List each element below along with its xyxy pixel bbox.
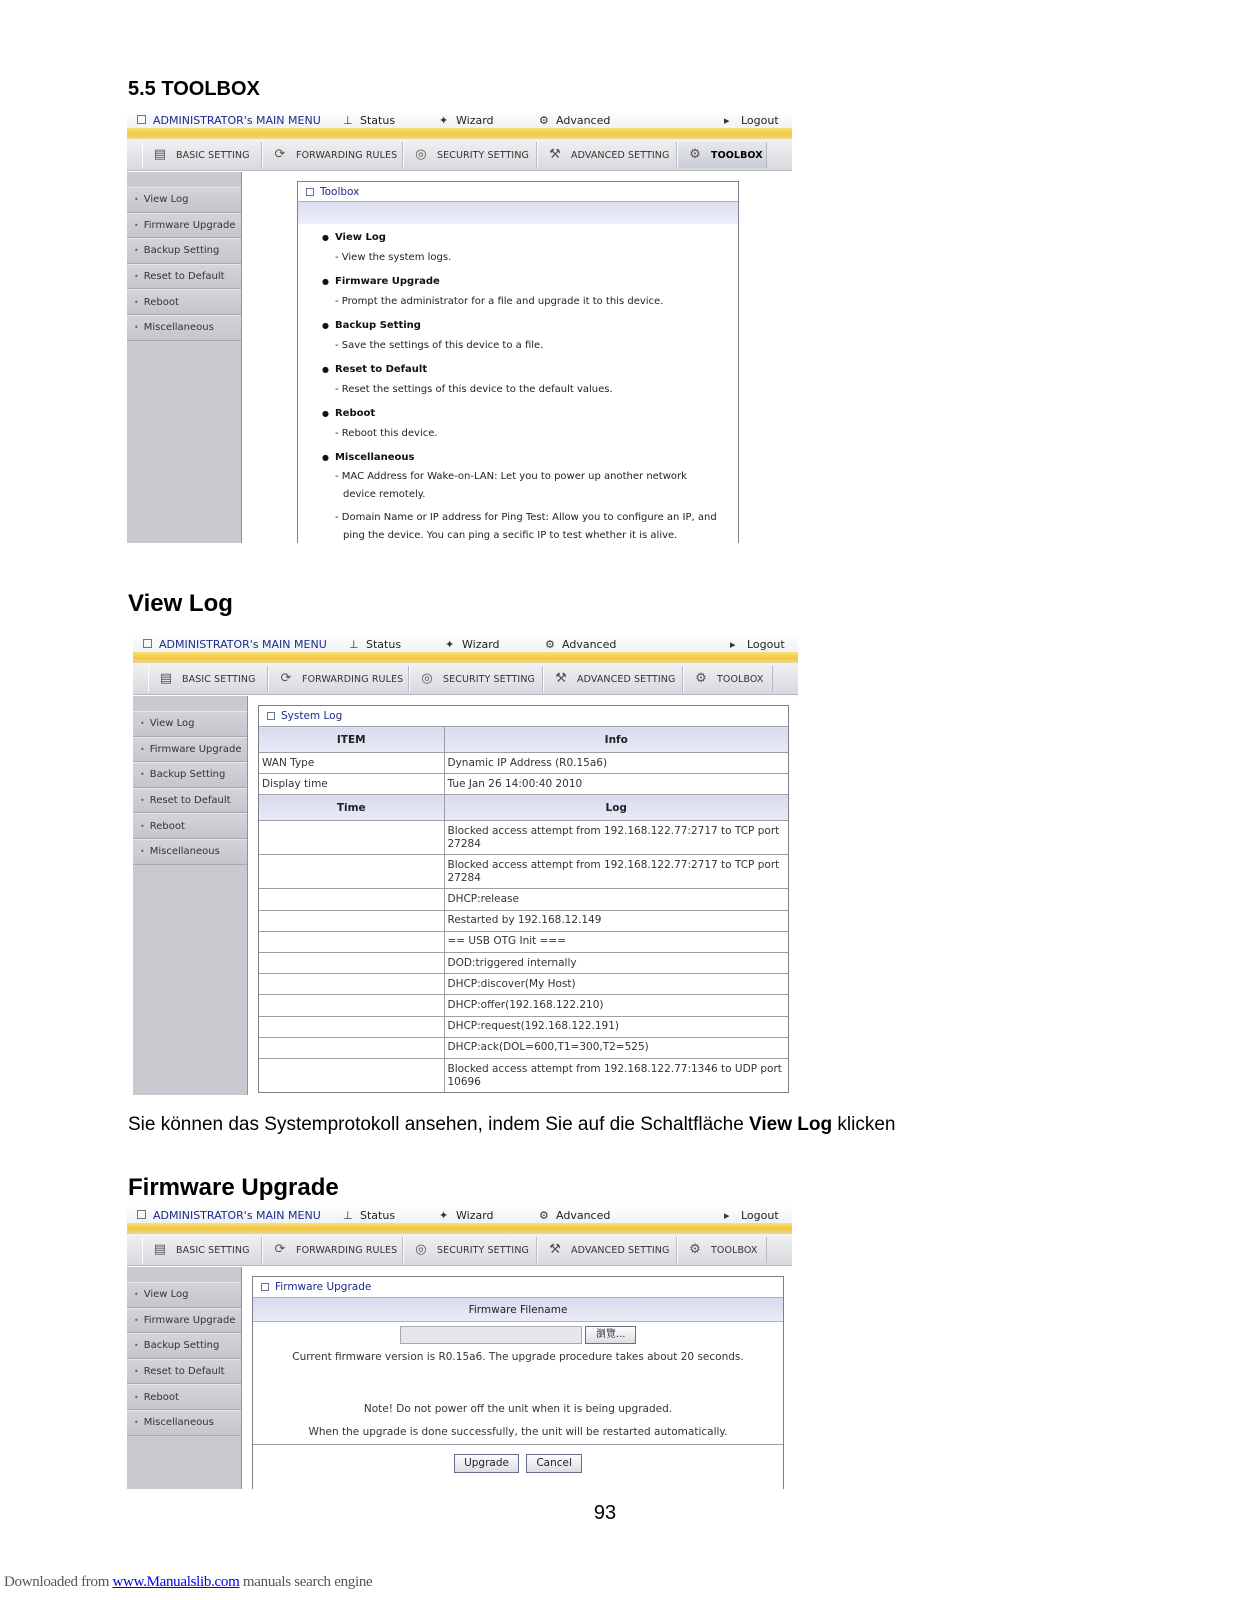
logout-link[interactable]: ▸ Logout [724,114,779,127]
panel-title: Firmware Upgrade [253,1277,783,1297]
advanced-icon: ⚙ [545,638,555,651]
tab-basic-setting[interactable]: ▤ BASIC SETTING [142,142,262,168]
top-menu-bar [127,1205,792,1225]
item-desc: - Prompt the administrator for a file and upgrade it to this device. [335,296,664,307]
forward-icon: ⟳ [274,1242,286,1257]
sidebar-item-miscellaneous[interactable]: • Miscellaneous [127,1410,241,1436]
tab-security-setting[interactable]: ◎ SECURITY SETTING [409,666,543,692]
tab-forwarding-rules[interactable]: ⟳ FORWARDING RULES [262,1237,403,1263]
status-icon: ⊥ [343,114,353,127]
shield-icon: ◎ [421,671,433,686]
table-cell: Dynamic IP Address (R0.15a6) [444,753,788,774]
advanced-link[interactable]: ⚙ Advanced [539,114,611,127]
shield-icon: ◎ [415,147,427,162]
table-cell: DHCP:release [444,889,788,910]
panel-title: Toolbox [298,182,738,202]
forward-icon: ⟳ [274,147,286,162]
firmware-upgrade-heading: Firmware Upgrade [128,1174,339,1201]
item-desc: - Domain Name or IP address for Ping Test: Allow you to configure an IP, and ping the device. You can ping a secific IP to test whether it is alive. [335,512,717,541]
forward-icon: ⟳ [280,671,292,686]
list-item [322,364,738,399]
table-cell: DHCP:request(192.168.122.191) [444,1016,788,1037]
sidebar-item-firmware-upgrade[interactable]: • Firmware Upgrade [133,737,247,763]
table-cell: Blocked access attempt from 192.168.122.77:2717 to TCP port 27284 [444,821,788,855]
admin-main-menu-link[interactable]: ADMINISTRATOR's MAIN MENU [137,1209,321,1222]
sidebar-item-backup-setting[interactable]: • Backup Setting [133,762,247,788]
column-header: ITEM [259,727,444,753]
book-icon: ▤ [153,1242,167,1257]
table-row [259,931,788,952]
item-name: ● Miscellaneous [322,452,738,463]
table-row [259,995,788,1016]
view-log-screenshot [133,634,798,1095]
tab-toolbox[interactable]: ⚙ TOOLBOX [677,1237,767,1263]
status-link[interactable]: ⊥ Status [343,1209,396,1222]
tools-icon: ⚒ [549,1242,561,1257]
book-icon: ▤ [159,671,173,686]
table-cell: WAN Type [259,753,444,774]
sidebar [133,696,248,1095]
advanced-link[interactable]: ⚙ Advanced [545,638,617,651]
status-icon: ⊥ [343,1209,353,1222]
wizard-icon: ✦ [445,638,455,651]
view-log-heading: View Log [128,590,233,617]
sidebar-item-firmware-upgrade[interactable]: • Firmware Upgrade [127,1308,241,1334]
status-link[interactable]: ⊥ Status [349,638,402,651]
wizard-link[interactable]: ✦ Wizard [439,114,494,127]
table-row [259,753,788,774]
sidebar-item-reboot[interactable]: • Reboot [127,289,241,315]
table-row [259,1037,788,1058]
firmware-upgrade-panel [252,1276,784,1489]
advanced-icon: ⚙ [539,1209,549,1222]
toolbox-icon: ⚙ [689,147,701,162]
book-icon: ▤ [153,147,167,162]
main-nav [127,139,792,171]
tools-icon: ⚒ [555,671,567,686]
toolbox-screenshot [127,110,792,543]
column-header: Log [444,795,788,821]
table-cell: Display time [259,774,444,795]
column-header: Info [444,727,788,753]
item-name: ● Reset to Default [322,364,738,375]
table-row [259,889,788,910]
sidebar-item-miscellaneous[interactable]: • Miscellaneous [127,315,241,341]
tools-icon: ⚒ [549,147,561,162]
list-item [322,276,738,311]
main-nav [133,663,798,695]
list-item [322,408,738,443]
section-title: 5.5 TOOLBOX [128,78,260,100]
power-off-note: Note! Do not power off the unit when it is being upgraded. [363,1403,673,1415]
sidebar-item-firmware-upgrade[interactable]: • Firmware Upgrade [127,213,241,239]
sidebar-item-reboot[interactable]: • Reboot [127,1384,241,1410]
sidebar-item-view-log[interactable]: • View Log [127,187,241,213]
list-item [322,452,738,543]
system-log-panel [258,705,789,1093]
current-version-text: Current firmware version is R0.15a6. The upgrade procedure takes about 20 seconds. [292,1351,744,1363]
sidebar [127,172,242,543]
item-name: ● Backup Setting [322,320,738,331]
toolbox-panel [297,181,739,543]
accent-bar [133,652,798,663]
table-row [259,774,788,795]
tab-advanced-setting[interactable]: ⚒ ADVANCED SETTING [537,1237,677,1263]
item-name: ● View Log [322,232,738,243]
accent-bar [127,1223,792,1234]
list-item [322,320,738,355]
accent-bar [127,128,792,139]
table-row [259,952,788,973]
tab-forwarding-rules[interactable]: ⟳ FORWARDING RULES [268,666,409,692]
table-cell: Tue Jan 26 14:00:40 2010 [444,774,788,795]
page-number: 93 [593,1502,617,1524]
table-cell: Blocked access attempt from 192.168.122.77:2717 to TCP port 27284 [444,855,788,889]
item-desc: - Save the settings of this device to a file. [335,340,544,351]
table-row [259,910,788,931]
sidebar-item-view-log[interactable]: • View Log [133,711,247,737]
top-menu-bar [133,634,798,654]
tab-security-setting[interactable]: ◎ SECURITY SETTING [403,142,537,168]
tab-toolbox[interactable]: ⚙ TOOLBOX [683,666,773,692]
item-name: ● Reboot [322,408,738,419]
footer: Downloaded from www.Manualslib.com manuals search engine [4,1574,373,1590]
table-cell: Restarted by 192.168.12.149 [444,910,788,931]
view-log-caption: Sie können das Systemprotokoll ansehen, indem Sie auf die Schaltfläche View Log klicken [128,1114,896,1135]
browse-button[interactable]: 瀏覽... [585,1326,637,1344]
sidebar-item-reboot[interactable]: • Reboot [133,813,247,839]
sidebar-item-reset-to-default[interactable]: • Reset to Default [133,788,247,814]
wizard-icon: ✦ [439,1209,449,1222]
upgrade-button[interactable]: Upgrade [454,1454,519,1473]
toolbox-list [298,224,738,543]
table-row [259,821,788,855]
admin-main-menu-link[interactable]: ADMINISTRATOR's MAIN MENU [137,114,321,127]
tab-basic-setting[interactable]: ▤ BASIC SETTING [142,1237,262,1263]
shield-icon: ◎ [415,1242,427,1257]
firmware-filename-header: Firmware Filename [253,1297,783,1322]
table-row [259,1058,788,1092]
wizard-link[interactable]: ✦ Wizard [445,638,500,651]
advanced-icon: ⚙ [539,114,549,127]
admin-main-menu-link[interactable]: ADMINISTRATOR's MAIN MENU [143,638,327,651]
table-row [259,1016,788,1037]
item-name: ● Firmware Upgrade [322,276,738,287]
firmware-file-input[interactable] [400,1326,582,1344]
table-row [259,855,788,889]
wizard-icon: ✦ [439,114,449,127]
table-cell: DHCP:offer(192.168.122.210) [444,995,788,1016]
restart-note: When the upgrade is done successfully, the unit will be restarted automatically. [308,1426,728,1438]
tab-advanced-setting[interactable]: ⚒ ADVANCED SETTING [537,142,677,168]
tab-toolbox[interactable]: ⚙ TOOLBOX [677,142,767,168]
sidebar-item-reset-to-default[interactable]: • Reset to Default [127,1359,241,1385]
table-row [259,974,788,995]
logout-link[interactable]: ▸ Logout [730,638,785,651]
tab-advanced-setting[interactable]: ⚒ ADVANCED SETTING [543,666,683,692]
column-header: Time [259,795,444,821]
manualslib-link[interactable]: www.Manualslib.com [112,1574,240,1590]
panel-title: System Log [259,706,788,726]
table-cell: DHCP:ack(DOL=600,T1=300,T2=525) [444,1037,788,1058]
status-link[interactable]: ⊥ Status [343,114,396,127]
table-cell: == USB OTG Init === [444,931,788,952]
list-item [322,232,738,267]
item-desc: - Reboot this device. [335,428,438,439]
firmware-upgrade-screenshot [127,1205,792,1489]
wizard-link[interactable]: ✦ Wizard [439,1209,494,1222]
item-desc: - Reset the settings of this device to the default values. [335,384,613,395]
tab-forwarding-rules[interactable]: ⟳ FORWARDING RULES [262,142,403,168]
system-log-table [259,726,788,1092]
item-desc: - View the system logs. [335,252,452,263]
logout-link[interactable]: ▸ Logout [724,1209,779,1222]
tab-basic-setting[interactable]: ▤ BASIC SETTING [148,666,268,692]
table-cell: DHCP:discover(My Host) [444,974,788,995]
sidebar-item-backup-setting[interactable]: • Backup Setting [127,1333,241,1359]
cancel-button[interactable]: Cancel [526,1454,582,1473]
advanced-link[interactable]: ⚙ Advanced [539,1209,611,1222]
sidebar [127,1267,242,1489]
tab-security-setting[interactable]: ◎ SECURITY SETTING [403,1237,537,1263]
sidebar-item-reset-to-default[interactable]: • Reset to Default [127,264,241,290]
toolbox-icon: ⚙ [689,1242,701,1257]
sidebar-item-view-log[interactable]: • View Log [127,1282,241,1308]
sidebar-item-miscellaneous[interactable]: • Miscellaneous [133,839,247,865]
main-nav [127,1234,792,1266]
item-desc: - MAC Address for Wake-on-LAN: Let you to power up another network device remotely. [335,471,687,500]
table-cell: DOD:triggered internally [444,952,788,973]
arrow-right-icon: ▸ [724,114,730,127]
table-cell: Blocked access attempt from 192.168.122.77:1346 to UDP port 10696 [444,1058,788,1092]
status-icon: ⊥ [349,638,359,651]
toolbox-icon: ⚙ [695,671,707,686]
top-menu-bar [127,110,792,130]
arrow-right-icon: ▸ [730,638,736,651]
sidebar-item-backup-setting[interactable]: • Backup Setting [127,238,241,264]
arrow-right-icon: ▸ [724,1209,730,1222]
